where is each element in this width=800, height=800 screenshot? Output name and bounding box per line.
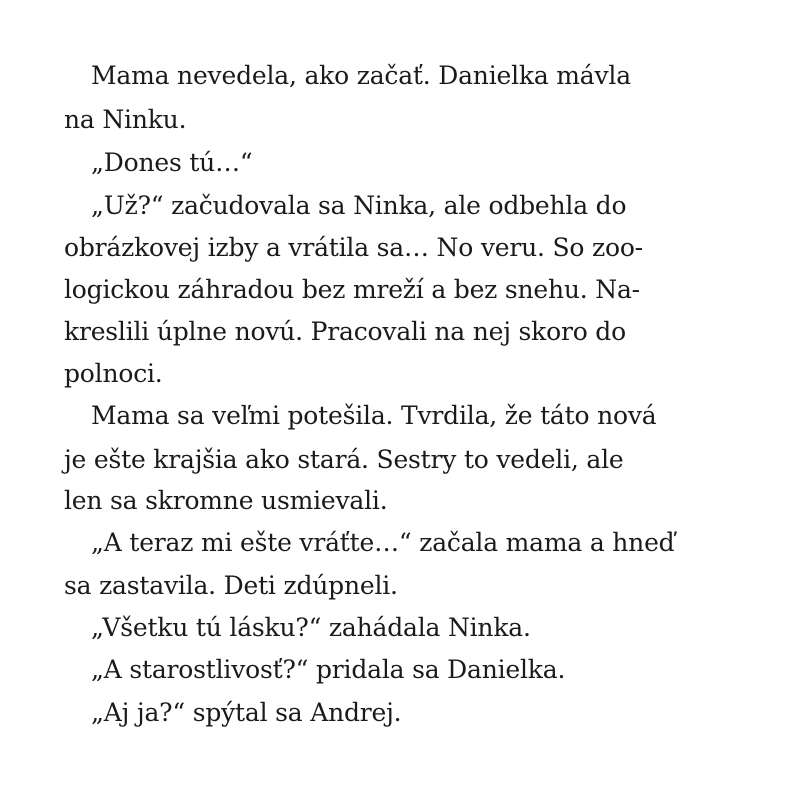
text-line: polnoci. bbox=[64, 359, 163, 388]
text-line: sa zastavila. Deti zdúpneli. bbox=[64, 571, 398, 600]
text-line: „A starostlivosť?“ pridala sa Danielka. bbox=[91, 655, 566, 684]
text-line: je ešte krajšia ako stará. Sestry to vedeli, ale bbox=[64, 445, 624, 474]
text-line: len sa skromne usmievali. bbox=[64, 486, 388, 515]
text-line: Mama sa veľmi potešila. Tvrdila, že táto nová bbox=[91, 401, 657, 430]
text-line: obrázkovej izby a vrátila sa… No veru. So zoo- bbox=[64, 233, 643, 262]
text-line: kreslili úplne novú. Pracovali na nej skoro do bbox=[64, 317, 626, 346]
text-line: logickou záhradou bez mreží a bez snehu. Na- bbox=[64, 275, 640, 304]
text-line: „A teraz mi ešte vráťte…“ začala mama a hneď bbox=[91, 528, 675, 557]
text-line: „Aj ja?“ spýtal sa Andrej. bbox=[91, 698, 402, 727]
text-line: „Už?“ začudovala sa Ninka, ale odbehla do bbox=[91, 191, 627, 220]
text-line: „Dones tú…“ bbox=[91, 148, 253, 177]
text-line: na Ninku. bbox=[64, 105, 187, 134]
text-line: „Všetku tú lásku?“ zahádala Ninka. bbox=[91, 613, 531, 642]
text-line: Mama nevedela, ako začať. Danielka mávla bbox=[91, 61, 631, 90]
